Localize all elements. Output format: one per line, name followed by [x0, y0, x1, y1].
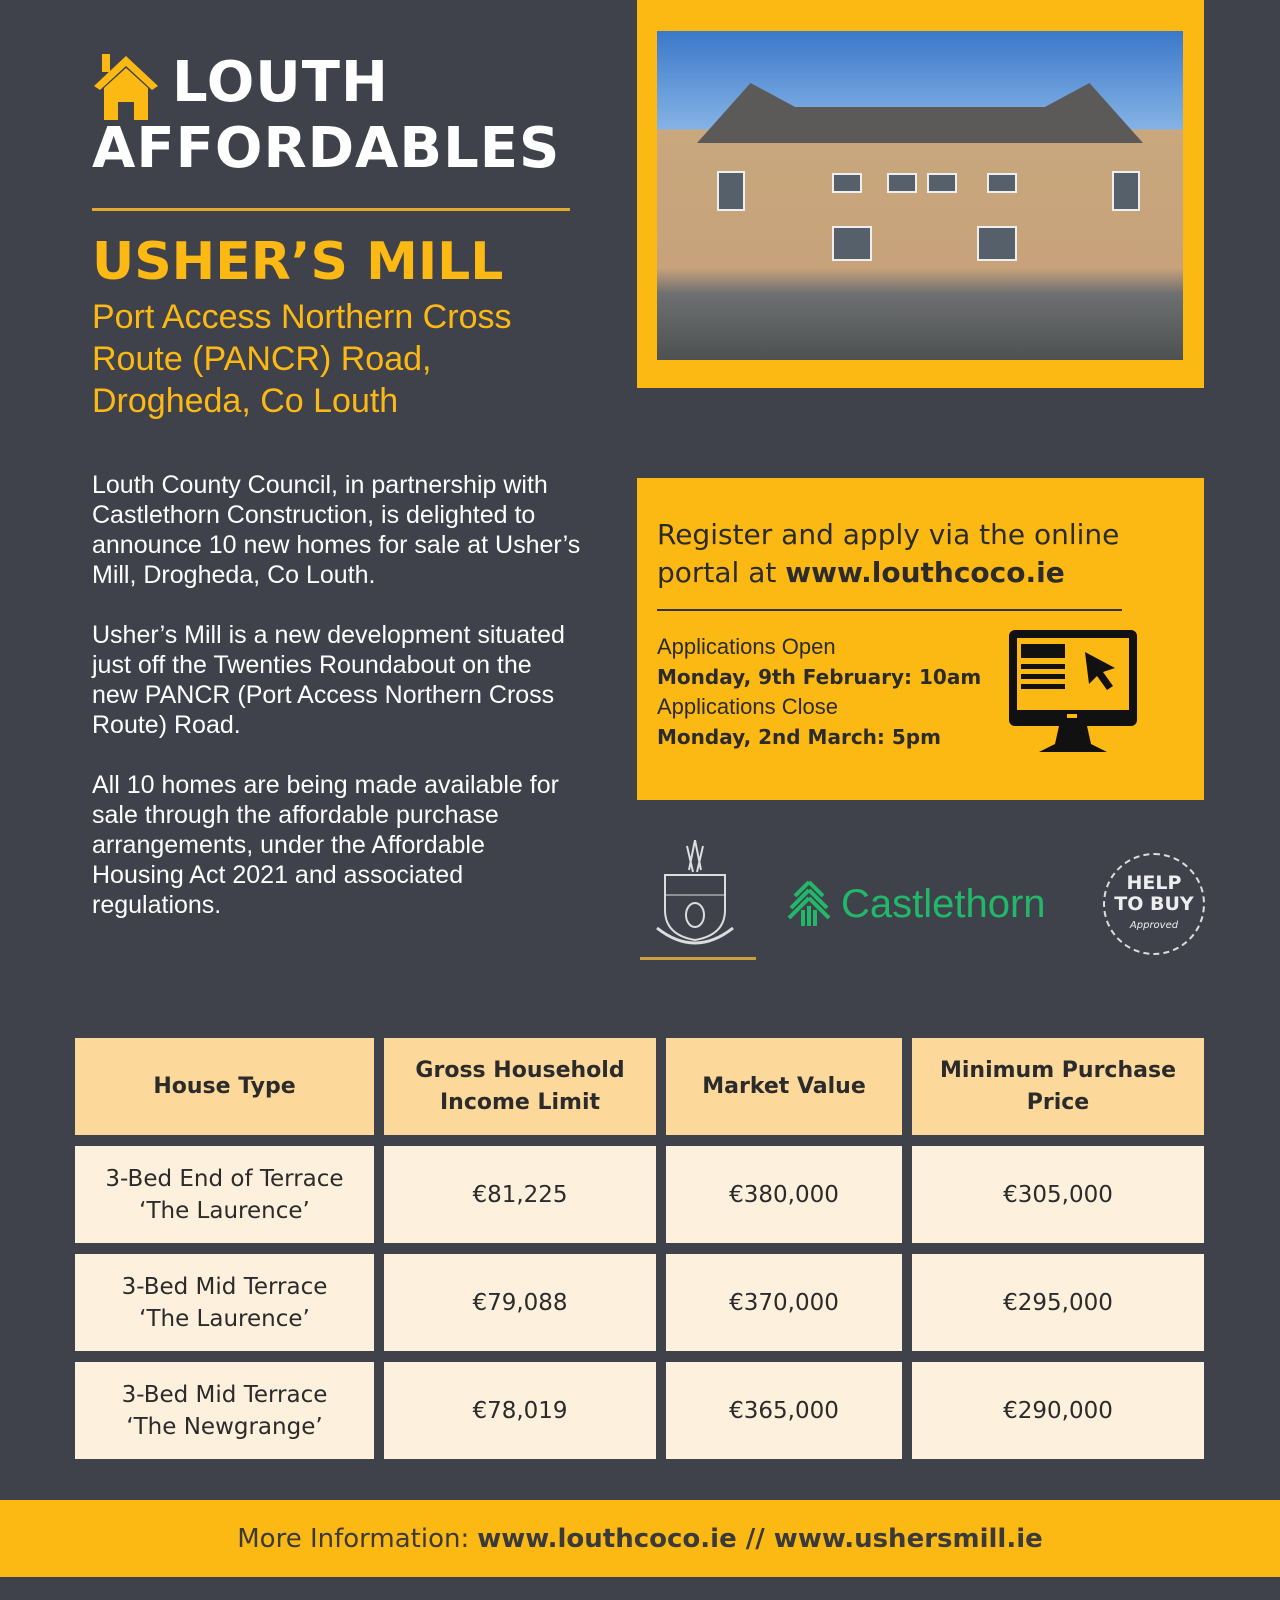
- house-type: 3-Bed End of Terrace: [105, 1165, 344, 1192]
- brand-line2: AFFORDABLES: [92, 116, 561, 181]
- description: [92, 470, 582, 950]
- development-address: Port Access Northern Cross Route (PANCR) Road, Drogheda, Co Louth: [92, 298, 512, 420]
- castlethorn-name: Castlethorn: [841, 881, 1046, 926]
- table-row: [75, 1254, 1204, 1351]
- photo-frame: [637, 0, 1204, 388]
- htb-line2: TO BUY: [1114, 892, 1194, 915]
- income-limit: €81,225: [384, 1146, 656, 1243]
- htb-approved: Approved: [1129, 919, 1179, 931]
- min-price: €295,000: [912, 1254, 1204, 1351]
- castlethorn-logo: [785, 880, 1046, 928]
- table-row: [75, 1362, 1204, 1459]
- divider: [92, 208, 570, 211]
- house-type: 3-Bed Mid Terrace: [121, 1381, 328, 1408]
- louth-council-crest-logo: [655, 840, 756, 960]
- open-date: Monday, 9th February: 10am: [657, 665, 982, 689]
- htb-line1: HELP: [1126, 871, 1182, 894]
- register-text: Register and apply via the online portal at: [657, 518, 1120, 589]
- house-name: ‘The Laurence’: [139, 1197, 310, 1224]
- open-label: Applications Open: [657, 634, 836, 659]
- paragraph: All 10 homes are being made available for sale through the affordable purchase arrangements, under the Affordable Housing Act 2021 and associated regulations.: [92, 771, 559, 919]
- header-income-limit: Gross Household Income Limit: [384, 1038, 656, 1135]
- market-value: €365,000: [666, 1362, 902, 1459]
- price-table: [75, 1038, 1204, 1470]
- header-house-type: House Type: [75, 1038, 374, 1135]
- paragraph: Louth County Council, in partnership with Castlethorn Construction, is delighted to announce 10 new homes for sale at Usher’s Mill, Drogheda, Co Louth.: [92, 471, 581, 589]
- footer: [0, 1500, 1280, 1577]
- close-date: Monday, 2nd March: 5pm: [657, 725, 941, 749]
- market-value: €370,000: [666, 1254, 902, 1351]
- paragraph: Usher’s Mill is a new development situated just off the Twenties Roundabout on the new PANCR (Port Access Northern Cross Route) Road.: [92, 621, 565, 739]
- brand-line1: LOUTH: [172, 50, 389, 115]
- close-label: Applications Close: [657, 694, 838, 719]
- income-limit: €79,088: [384, 1254, 656, 1351]
- castlethorn-tree-icon: [785, 880, 833, 928]
- min-price: €305,000: [912, 1146, 1204, 1243]
- min-price: €290,000: [912, 1362, 1204, 1459]
- portal-link[interactable]: www.louthcoco.ie: [785, 556, 1065, 589]
- footer-links[interactable]: www.louthcoco.ie // www.ushersmill.ie: [477, 1523, 1043, 1554]
- table-row: [75, 1146, 1204, 1243]
- market-value: €380,000: [666, 1146, 902, 1243]
- header-min-price: Minimum Purchase Price: [912, 1038, 1204, 1135]
- help-to-buy-badge: [1103, 853, 1205, 955]
- brand-logo: [92, 50, 560, 182]
- development-title: USHER’S MILL: [92, 232, 504, 292]
- header-market-value: Market Value: [666, 1038, 902, 1135]
- house-name: ‘The Newgrange’: [126, 1413, 323, 1440]
- house-photo: [657, 31, 1183, 360]
- house-name: ‘The Laurence’: [139, 1305, 310, 1332]
- house-type: 3-Bed Mid Terrace: [121, 1273, 328, 1300]
- footer-label: More Information:: [237, 1523, 470, 1554]
- income-limit: €78,019: [384, 1362, 656, 1459]
- divider: [657, 609, 1122, 611]
- register-panel: [637, 478, 1204, 800]
- computer-monitor-icon: [1007, 628, 1139, 754]
- table-header: [75, 1038, 1204, 1135]
